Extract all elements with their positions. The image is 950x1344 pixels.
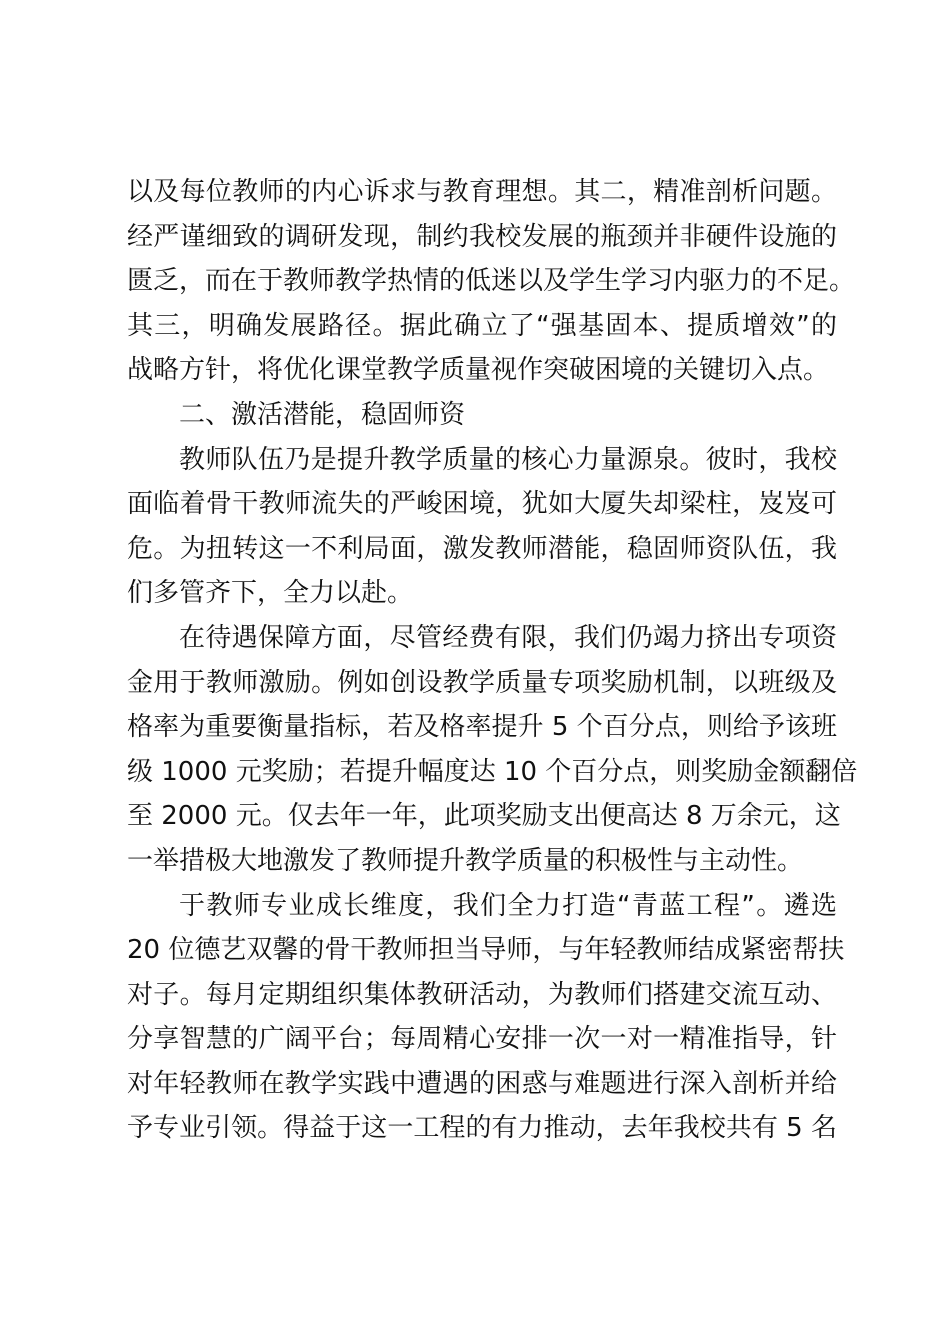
text-line: 以及每位教师的内心诉求与教育理想。其二，精准剖析问题。 [127,177,837,207]
text-line: 20 位德艺双馨的骨干教师担当导师，与年轻教师结成紧密帮扶 [127,935,845,966]
text-line: 战略方针，将优化课堂教学质量视作突破困境的关键切入点。 [127,355,830,386]
text-line: 格率为重要衡量指标，若及格率提升 5 个百分点，则给予该班 [127,712,837,743]
text-line: 对子。每月定期组织集体教研活动，为教师们搭建交流互动、 [127,979,837,1010]
text-line: 其三，明确发展路径。据此确立了“强基固本、提质增效”的 [127,310,837,341]
text-line: 对年轻教师在教学实践中遭遇的困惑与难题进行深入剖析并给 [127,1068,837,1099]
text-line: 分享智慧的广阔平台；每周精心安排一次一对一精准指导，针 [127,1024,837,1055]
text-line: 在待遇保障方面，尽管经费有限，我们仍竭力挤出专项资 [179,622,837,653]
text-line: 面临着骨干教师流失的严峻困境，犹如大厦失却梁柱，岌岌可 [127,489,837,520]
text-line: 予专业引领。得益于这一工程的有力推动，去年我校共有 5 名 [127,1113,837,1144]
text-line: 至 2000 元。仅去年一年，此项奖励支出便高达 8 万余元，这 [127,801,841,832]
text-line: 教师队伍乃是提升教学质量的核心力量源泉。彼时，我校 [179,444,837,475]
text-line: 金用于教师激励。例如创设教学质量专项奖励机制，以班级及 [127,667,837,698]
text-line: 一举措极大地激发了教师提升教学质量的积极性与主动性。 [127,845,804,876]
text-line: 经严谨细致的调研发现，制约我校发展的瓶颈并非硬件设施的 [127,221,837,252]
section-heading: 二、激活潜能，稳固师资 [179,399,466,430]
text-line: 们多管齐下，全力以赴。 [127,578,414,609]
body-text [127,170,858,1151]
text-line: 于教师专业成长维度，我们全力打造“青蓝工程”。遴选 [179,890,837,921]
text-line: 级 1000 元奖励；若提升幅度达 10 个百分点，则奖励金额翻倍 [127,756,858,787]
text-line: 匮乏，而在于教师教学热情的低迷以及学生学习内驱力的不足。 [127,266,856,297]
text-line: 危。为扭转这一不利局面，激发教师潜能，稳固师资队伍，我 [127,533,837,564]
